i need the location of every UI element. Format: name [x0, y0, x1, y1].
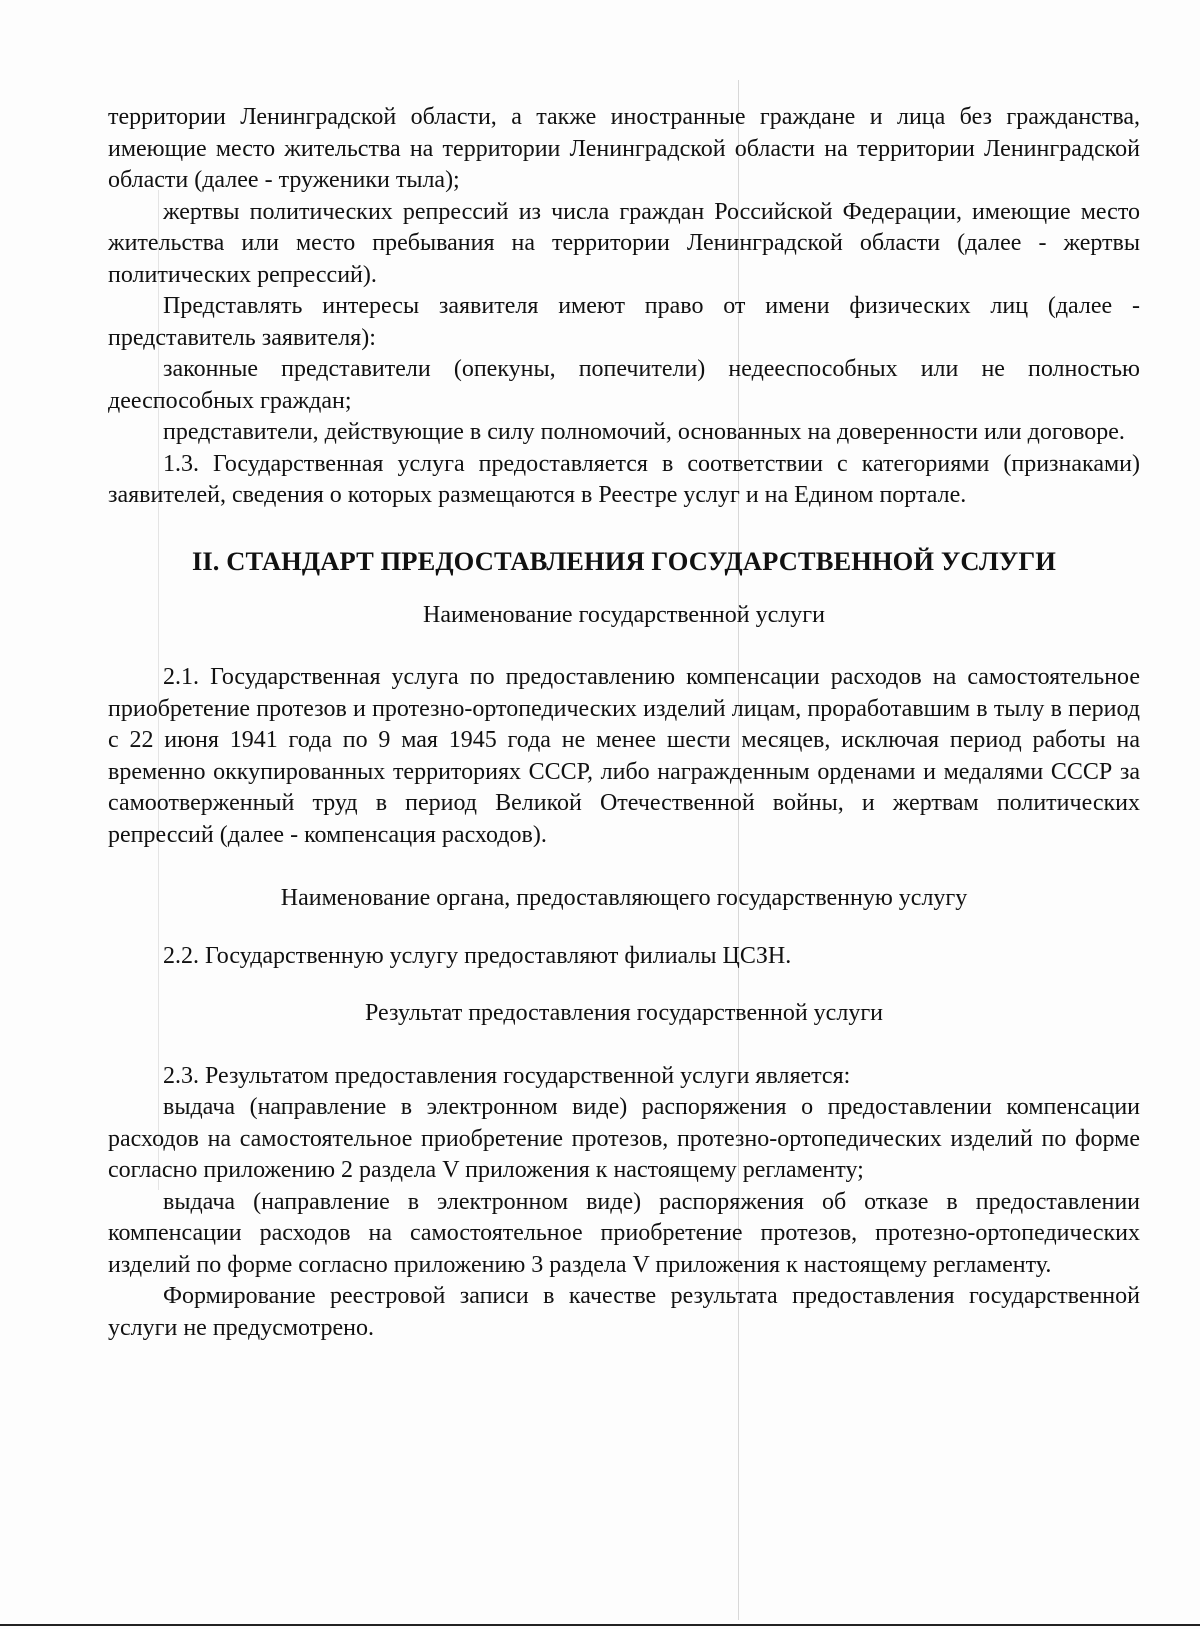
paragraph-registry-record: Формирование реестровой записи в качестве результата предоставления государственной услуги не предусмотрено. [108, 1283, 1140, 1341]
paragraph-2-2: 2.2. Государственную услугу предоставляют филиалы ЦСЗН. [163, 942, 792, 969]
subheading-service-result: Результат предоставления государственной услуги [364, 1000, 883, 1026]
paragraph-grant-decision: выдача (направление в электронном виде) распоряжения о предоставлении компенсации расходов на самостоятельное приобретение протезов, протезно-ортопедических изделий по форме согласно приложению 2 раздела V приложения к настоящему регламенту; [108, 1094, 1140, 1183]
scan-bottom-edge [0, 1624, 1200, 1626]
paragraph-1-3: 1.3. Государственная услуга предоставляется в соответствии с категориями (признаками) заявителей, сведения о которых размещаются в Реестре услуг и на Едином портале. [108, 450, 1140, 508]
paragraph-political-repression-victims: жертвы политических репрессий из числа граждан Российской Федерации, имеющие место жительства или место пребывания на территории Ленинградской области (далее - жертвы политических репрессий). [108, 198, 1140, 288]
subheading-providing-authority: Наименование органа, предоставляющего государственную услугу [280, 885, 968, 911]
paragraph-authorized-representatives: представители, действующие в силу полномочий, основанных на доверенности или договоре. [163, 419, 1125, 445]
paragraph-refusal-decision: выдача (направление в электронном виде) распоряжения об отказе в предоставлении компенсации расходов на самостоятельное приобретение протезов, протезно-ортопедических изделий по форме согласно приложению 3 раздела V приложения к настоящему регламенту. [108, 1188, 1140, 1278]
section-title: II. СТАНДАРТ ПРЕДОСТАВЛЕНИЯ ГОСУДАРСТВЕННОЙ УСЛУГИ [191, 545, 1057, 576]
paragraph-applicant-representative: Представлять интересы заявителя имеют право от имени физических лиц (далее - представитель заявителя): [108, 293, 1140, 351]
subheading-service-name: Наименование государственной услуги [423, 601, 825, 628]
paragraph-home-front-workers: территории Ленинградской области, а также иностранные граждане и лица без гражданства, имеющие место жительства на территории Ленинградской области на территории Ленинградской области (далее - труженики тыла); [108, 104, 1140, 193]
document-body [108, 102, 1140, 1344]
paragraph-2-3: 2.3. Результатом предоставления государственной услуги является: [163, 1062, 851, 1089]
paragraph-legal-representatives: законные представители (опекуны, попечители) недееспособных или не полностью дееспособных граждан; [108, 356, 1140, 414]
paragraph-2-1: 2.1. Государственная услуга по предоставлению компенсации расходов на самостоятельное приобретение протезов и протезно-ортопедических изделий лицам, проработавшим в тылу в период с 22 июня 1941 года по 9 мая 1945 года не менее шести месяцев, исключая период работы на временно оккупированных территориях СССР, либо награжденным орденами и медалями СССР за самоотверженный труд в период Великой Отечественной войны, и жертвам политических репрессий (далее - компенсация расходов). [108, 664, 1140, 848]
